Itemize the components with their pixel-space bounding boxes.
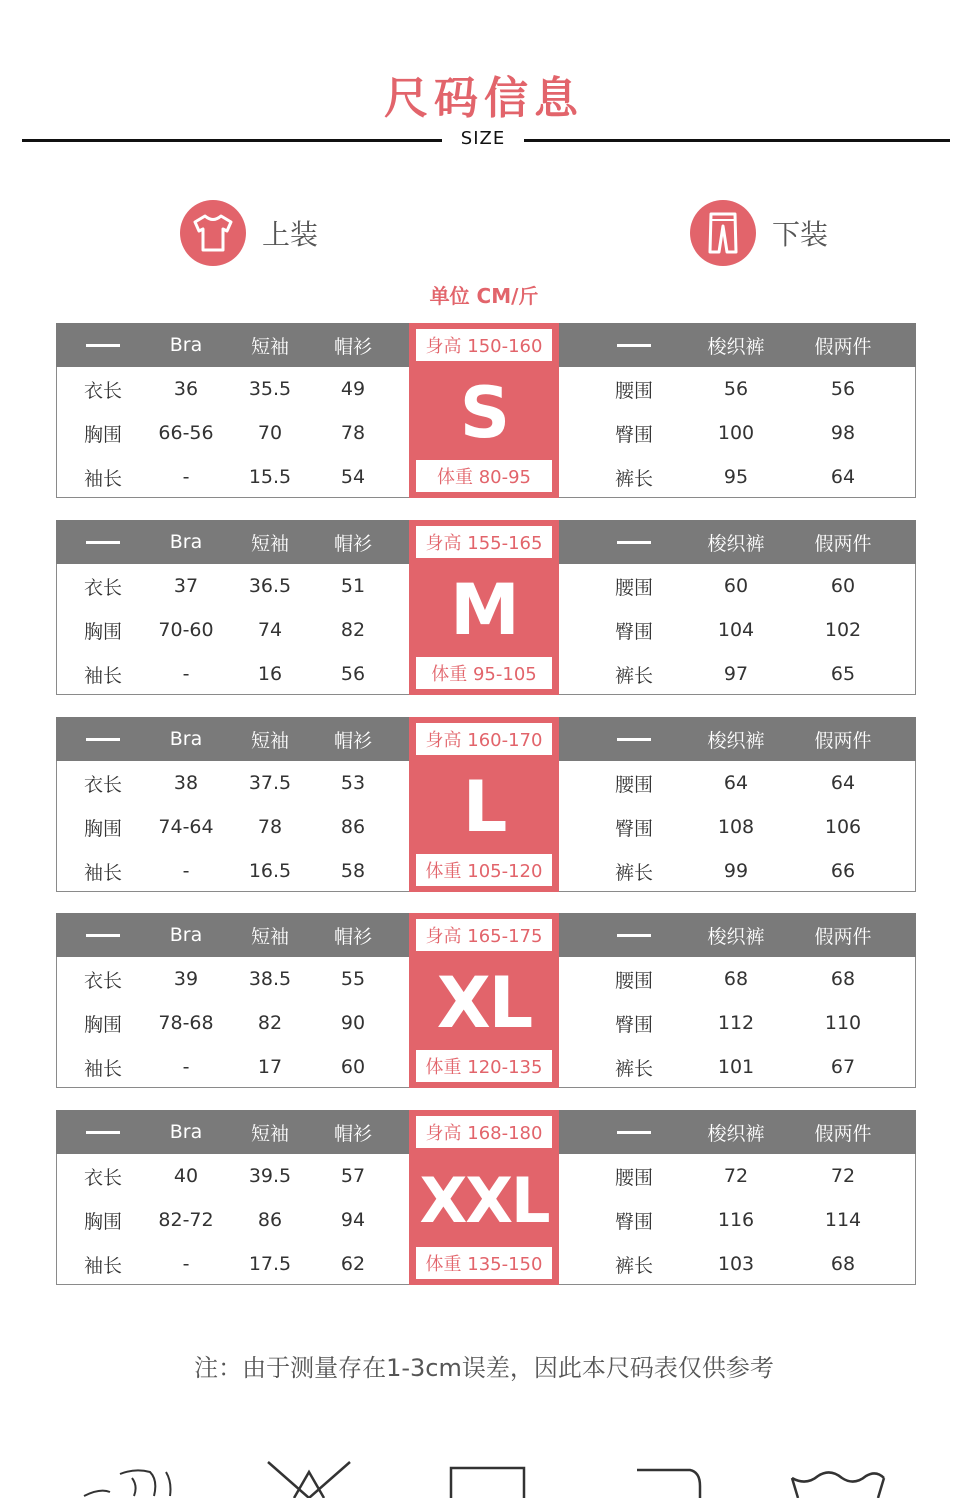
row-label: 腰围: [614, 773, 653, 796]
table-cell: 108: [717, 816, 755, 838]
size-letter: S: [459, 372, 509, 454]
table-cell: 53: [340, 772, 366, 794]
column-header: 梭织裤: [707, 729, 765, 752]
table-cell: 17: [257, 1056, 283, 1078]
table-cell: 56: [723, 378, 749, 400]
row-label: 臀围: [614, 423, 653, 446]
weight-range: 体重 120-135: [416, 1050, 552, 1082]
table-cell: 82-72: [158, 1209, 214, 1231]
header-dash: [589, 717, 679, 761]
table-cell: -: [182, 1253, 190, 1275]
table-cell: 56: [340, 663, 366, 685]
table-cell: 74-64: [158, 816, 214, 838]
table-cell: 68: [830, 968, 856, 990]
table-cell: 67: [830, 1056, 856, 1078]
row-label: 臀围: [614, 1013, 653, 1036]
table-cell: 95: [723, 466, 749, 488]
table-cell: 64: [830, 466, 856, 488]
weight-range: 体重 80-95: [416, 460, 552, 492]
table-cell: 17.5: [248, 1253, 292, 1275]
dash-mark: [86, 738, 120, 741]
table-cell: 82: [340, 619, 366, 641]
row-label: 裤长: [614, 1057, 653, 1080]
unit-label: 单位 CM/斤: [429, 284, 539, 308]
header-dash: [63, 520, 143, 564]
table-cell: 110: [824, 1012, 862, 1034]
table-cell: 15.5: [248, 466, 292, 488]
table-cell: 54: [340, 466, 366, 488]
table-cell: 97: [723, 663, 749, 685]
pants-icon: [690, 200, 756, 266]
size-block-l: [56, 717, 916, 892]
row-label: 裤长: [614, 1254, 653, 1277]
table-cell: 58: [340, 860, 366, 882]
row-label: 袖长: [83, 467, 122, 490]
column-header: 假两件: [814, 925, 872, 948]
column-header: Bra: [169, 728, 203, 750]
size-block-xxl: [56, 1110, 916, 1285]
table-cell: 78-68: [158, 1012, 214, 1034]
dash-mark: [617, 344, 651, 347]
column-header: 帽衫: [333, 532, 372, 555]
table-cell: 60: [340, 1056, 366, 1078]
column-header: 假两件: [814, 729, 872, 752]
table-cell: 60: [723, 575, 749, 597]
table-cell: 74: [257, 619, 283, 641]
table-cell: 37: [173, 575, 199, 597]
row-label: 衣长: [83, 969, 122, 992]
bottoms-label: 下装: [772, 218, 829, 251]
row-label: 衣长: [83, 1166, 122, 1189]
table-cell: 68: [830, 1253, 856, 1275]
table-cell: 90: [340, 1012, 366, 1034]
wash-basin-icon: [788, 1458, 888, 1498]
row-label: 腰围: [614, 969, 653, 992]
tops-category: [180, 198, 318, 268]
size-block-s: [56, 323, 916, 498]
bottoms-category: [690, 198, 828, 268]
table-cell: 101: [717, 1056, 755, 1078]
table-cell: 102: [824, 619, 862, 641]
row-label: 臀围: [614, 817, 653, 840]
table-cell: 65: [830, 663, 856, 685]
height-range: 身高 150-160: [416, 329, 552, 361]
column-header: 帽衫: [333, 925, 372, 948]
column-header: Bra: [169, 531, 203, 553]
column-header: 帽衫: [333, 335, 372, 358]
row-label: 胸围: [83, 423, 122, 446]
table-cell: 86: [257, 1209, 283, 1231]
row-label: 衣长: [83, 773, 122, 796]
size-badge: [409, 323, 559, 498]
tshirt-icon: [180, 200, 246, 266]
title-rule-right: [524, 139, 950, 142]
table-cell: 57: [340, 1165, 366, 1187]
row-label: 腰围: [614, 1166, 653, 1189]
column-header: 短袖: [250, 335, 289, 358]
header-dash: [63, 913, 143, 957]
table-cell: 70: [257, 422, 283, 444]
table-cell: 39: [173, 968, 199, 990]
table-cell: 72: [723, 1165, 749, 1187]
row-label: 裤长: [614, 467, 653, 490]
dash-mark: [617, 1131, 651, 1134]
table-cell: 64: [830, 772, 856, 794]
height-range: 身高 160-170: [416, 723, 552, 755]
row-label: 袖长: [83, 861, 122, 884]
table-cell: 104: [717, 619, 755, 641]
column-header: 梭织裤: [707, 1122, 765, 1145]
size-letter: M: [450, 569, 518, 651]
size-subtitle: SIZE: [460, 128, 506, 149]
table-cell: 40: [173, 1165, 199, 1187]
size-letter: XXL: [419, 1163, 549, 1237]
table-cell: 116: [717, 1209, 755, 1231]
column-header: 假两件: [814, 335, 872, 358]
column-header: Bra: [169, 334, 203, 356]
table-cell: -: [182, 466, 190, 488]
row-label: 腰围: [614, 379, 653, 402]
size-badge: [409, 913, 559, 1088]
height-range: 身高 155-165: [416, 526, 552, 558]
header-dash: [589, 323, 679, 367]
table-cell: 37.5: [248, 772, 292, 794]
table-cell: -: [182, 860, 190, 882]
tumble-dry-icon: [448, 1458, 528, 1498]
row-label: 胸围: [83, 817, 122, 840]
table-cell: 114: [824, 1209, 862, 1231]
column-header: 假两件: [814, 1122, 872, 1145]
column-header: 短袖: [250, 729, 289, 752]
table-cell: 86: [340, 816, 366, 838]
column-header: 假两件: [814, 532, 872, 555]
table-cell: 100: [717, 422, 755, 444]
dash-mark: [86, 1131, 120, 1134]
header-dash: [589, 913, 679, 957]
header-dash: [589, 1110, 679, 1154]
column-header: 帽衫: [333, 1122, 372, 1145]
table-cell: 66: [830, 860, 856, 882]
table-cell: 38: [173, 772, 199, 794]
measurement-note: 注：由于测量存在1-3cm误差，因此本尺码表仅供参考: [194, 1354, 774, 1382]
dash-mark: [86, 541, 120, 544]
table-cell: 16: [257, 663, 283, 685]
table-cell: 78: [340, 422, 366, 444]
table-cell: 55: [340, 968, 366, 990]
row-label: 袖长: [83, 1057, 122, 1080]
height-range: 身高 168-180: [416, 1116, 552, 1148]
column-header: 短袖: [250, 532, 289, 555]
dash-mark: [86, 344, 120, 347]
column-header: Bra: [169, 1121, 203, 1143]
weight-range: 体重 105-120: [416, 854, 552, 886]
size-badge: [409, 520, 559, 695]
table-cell: 68: [723, 968, 749, 990]
table-cell: 94: [340, 1209, 366, 1231]
table-cell: 99: [723, 860, 749, 882]
table-cell: -: [182, 663, 190, 685]
row-label: 臀围: [614, 1210, 653, 1233]
column-header: 梭织裤: [707, 925, 765, 948]
weight-range: 体重 95-105: [416, 657, 552, 689]
row-label: 胸围: [83, 1210, 122, 1233]
dash-mark: [617, 738, 651, 741]
height-range: 身高 165-175: [416, 919, 552, 951]
weight-range: 体重 135-150: [416, 1247, 552, 1279]
table-cell: -: [182, 1056, 190, 1078]
column-header: 帽衫: [333, 729, 372, 752]
row-label: 胸围: [83, 1013, 122, 1036]
do-not-bleach-icon: [264, 1458, 354, 1498]
header-dash: [63, 1110, 143, 1154]
column-header: 梭织裤: [707, 335, 765, 358]
size-badge: [409, 717, 559, 892]
column-header: Bra: [169, 924, 203, 946]
table-cell: 39.5: [248, 1165, 292, 1187]
row-label: 袖长: [83, 664, 122, 687]
size-block-xl: [56, 913, 916, 1088]
table-cell: 82: [257, 1012, 283, 1034]
table-cell: 49: [340, 378, 366, 400]
row-label: 袖长: [83, 1254, 122, 1277]
size-letter: L: [462, 766, 506, 848]
table-cell: 72: [830, 1165, 856, 1187]
table-cell: 64: [723, 772, 749, 794]
table-cell: 66-56: [158, 422, 214, 444]
table-cell: 112: [717, 1012, 755, 1034]
table-cell: 70-60: [158, 619, 214, 641]
table-cell: 36: [173, 378, 199, 400]
size-block-m: [56, 520, 916, 695]
row-label: 胸围: [83, 620, 122, 643]
table-cell: 51: [340, 575, 366, 597]
table-cell: 62: [340, 1253, 366, 1275]
row-label: 臀围: [614, 620, 653, 643]
column-header: 梭织裤: [707, 532, 765, 555]
header-dash: [589, 520, 679, 564]
row-label: 裤长: [614, 861, 653, 884]
tops-label: 上装: [262, 218, 319, 251]
table-cell: 36.5: [248, 575, 292, 597]
table-cell: 60: [830, 575, 856, 597]
row-label: 裤长: [614, 664, 653, 687]
drip-dry-icon: [634, 1458, 714, 1498]
page-title: 尺码信息: [384, 73, 584, 124]
column-header: 短袖: [250, 1122, 289, 1145]
table-cell: 35.5: [248, 378, 292, 400]
column-header: 短袖: [250, 925, 289, 948]
header-dash: [63, 717, 143, 761]
table-cell: 16.5: [248, 860, 292, 882]
row-label: 衣长: [83, 576, 122, 599]
table-cell: 103: [717, 1253, 755, 1275]
dash-mark: [617, 934, 651, 937]
table-cell: 38.5: [248, 968, 292, 990]
table-cell: 78: [257, 816, 283, 838]
dash-mark: [617, 541, 651, 544]
table-cell: 106: [824, 816, 862, 838]
table-cell: 98: [830, 422, 856, 444]
row-label: 衣长: [83, 379, 122, 402]
table-cell: 56: [830, 378, 856, 400]
hand-wash-icon: [80, 1458, 180, 1498]
dash-mark: [86, 934, 120, 937]
title-rule-left: [22, 139, 442, 142]
size-letter: XL: [436, 962, 532, 1044]
row-label: 腰围: [614, 576, 653, 599]
size-badge: [409, 1110, 559, 1285]
header-dash: [63, 323, 143, 367]
